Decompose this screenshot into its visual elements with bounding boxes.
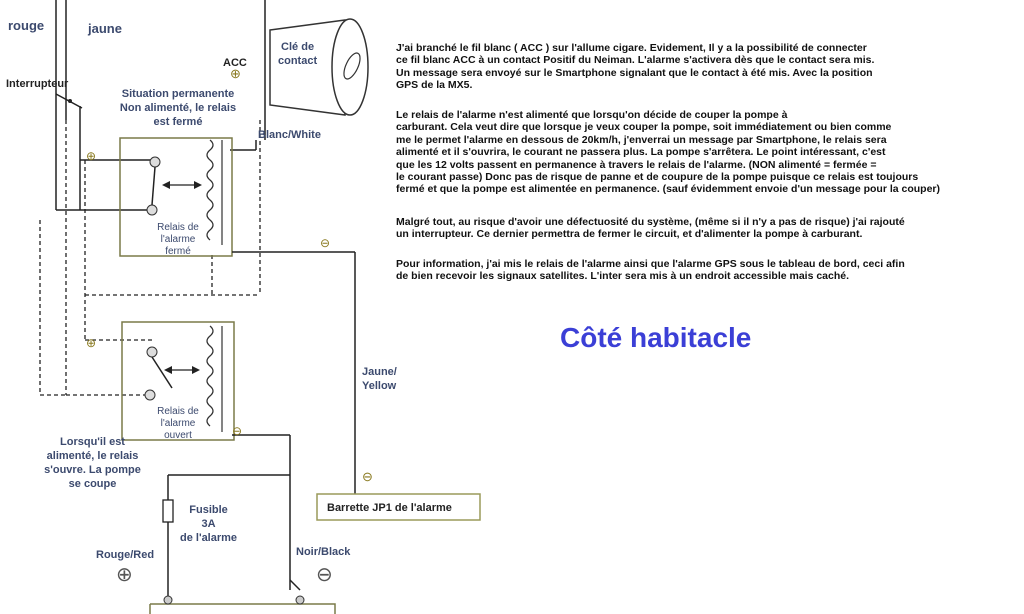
label-blanc-white: Blanc/White — [258, 129, 321, 141]
label-jaune-yellow: Jaune/ Yellow — [362, 366, 397, 392]
label-noir-black: Noir/Black — [296, 546, 351, 558]
label-barrette: Barrette JP1 de l'alarme — [327, 502, 452, 514]
label-rouge-red: Rouge/Red — [96, 549, 155, 561]
label-relais-ouvert: Relais de l'alarme ouvert — [157, 406, 199, 441]
plus-symbol-acc: ⊕ — [230, 66, 241, 81]
label-fusible: Fusible 3A de l'alarme — [180, 504, 238, 544]
label-rouge: rouge — [8, 18, 45, 33]
plus-symbol-relay2: ⊕ — [86, 336, 97, 350]
paragraph-3: Malgré tout, au risque d'avoir une défectuosité du système, (même si il n'y a pas de risque) j'ai rajouté un interrupteur. Ce dernier permettra de fermer le circuit, et d'alimenter la pompe à carburant. — [396, 216, 905, 241]
paragraph-4: Pour information, j'ai mis le relais de l'alarme ainsi que l'alarme GPS sous le tableau de bord, ceci afin de bien recevoir les signaux satellites. L'inter sera mis à un endroit accessible mais caché. — [396, 258, 905, 283]
plus-symbol-red: ⊕ — [116, 564, 133, 586]
plus-symbol-relay1: ⊕ — [86, 149, 97, 163]
label-situation: Situation permanente Non alimenté, le relais est fermé — [119, 88, 237, 128]
minus-symbol-black: ⊖ — [316, 564, 333, 586]
label-acc: ACC — [223, 57, 247, 69]
label-interrupteur: Interrupteur — [6, 78, 69, 90]
title-cote-habitacle: Côté habitacle — [560, 322, 752, 353]
label-jaune: jaune — [88, 21, 122, 36]
label-relais-ferme: Relais de l'alarme fermé — [157, 222, 199, 257]
minus-symbol-relay2: ⊖ — [232, 424, 243, 438]
paragraph-2: Le relais de l'alarme n'est alimenté que lorsqu'on décide de couper la pompe à carburant. Cela veut dire que lorsque je veux couper la pompe, soit immédiatement ou bien comme me le permet l'alarme en dessous de 20km/h, j'enverrai un message par Smartphone, le relais sera alimenté et il s'ouvrira, le courant ne passera plus. La pompe s'arrêtera. Le point intéressant, c'est que les 12 volts passent en permanence à travers le relais de l'alarme. (NON alimenté = fermée = le courant passe) Donc pas de risque de panne et de coupure de la pompe puisque ce relais est toujours fermé et que la pompe est alimentée en permanence. (sauf évidemment envoie d'un message pour la couper) — [396, 109, 940, 196]
minus-symbol-yellow: ⊖ — [320, 236, 331, 250]
paragraph-1: J'ai branché le fil blanc ( ACC ) sur l'allume cigare. Evidement, Il y a la possibilité de connecter ce fil blanc ACC à un contact Positif du Neiman. L'alarme s'activera dès que le contact sera mis. Un message sera envoyé sur le Smartphone signalant que le contact à été mis. Avec la position GPS de la MX5. — [396, 42, 875, 92]
label-cle-contact: Clé de contact — [278, 41, 318, 67]
label-lorsqu: Lorsqu'il est alimenté, le relais s'ouvre. La pompe se coupe — [44, 436, 141, 490]
minus-symbol-barrette: ⊖ — [362, 469, 373, 484]
